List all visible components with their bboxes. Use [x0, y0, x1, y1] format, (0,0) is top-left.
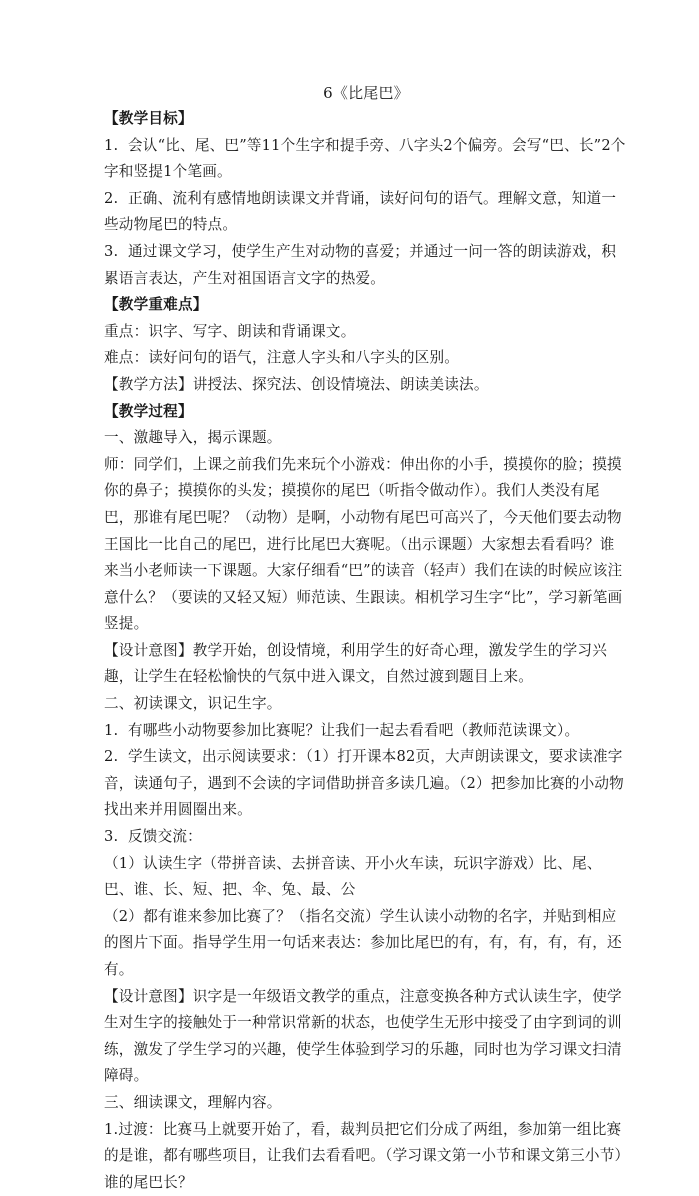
section-heading: 【教学目标】: [104, 110, 193, 127]
paragraph: （2）都有谁来参加比赛了？（指名交流）学生认读小动物的名字，并贴到相应的图片下面。指导学生用一句话来表达：参加比尾巴的有，有，有，有，有，还有。: [104, 907, 622, 978]
paragraph: 【设计意图】教学开始，创设情境，利用学生的好奇心理，激发学生的学习兴趣，让学生在轻松愉快的气氛中进入课文，自然过渡到题目上来。: [104, 641, 607, 686]
paragraph: 1. 会认“比、尾、巴”等11个生字和提手旁、八字头2个偏旁。会写“巴、长”2个字和竖提1个笔画。: [104, 136, 626, 181]
document-title: 6《比尾巴》: [323, 84, 409, 102]
paragraph: （1）认读生字（带拼音读、去拼音读、开小火车读，玩识字游戏）比、尾、巴、谁、长、短、把、伞、兔、最、公: [104, 854, 602, 899]
section-heading: 【教学过程】: [104, 402, 193, 420]
paragraph: 难点：读好问句的语气，注意人字头和八字头的区别。: [104, 349, 460, 367]
paragraph: 师：同学们，上课之前我们先来玩个小游戏：伸出你的小手，摸摸你的脸；摸摸你的鼻子；摸摸你的头发；摸摸你的尾巴（听指令做动作）。我们人类没有尾巴，那谁有尾巴呢？（动物）是啊，小动物有尾巴可高兴了，今天他们要去动物王国比一比自己的尾巴，进行比尾巴大赛呢。（出示课题）大家想去看看吗？谁来当小老师读一下课题。大家仔细看“巴”的读音（轻声）我们在读的时候应该注意什么？（要读的又轻又短）师范读、生跟读。相机学习生字“比”，学习新笔画竖提。: [104, 455, 623, 633]
paragraph: 1.过渡：比赛马上就要开始了，看，裁判员把它们分成了两组，参加第一组比赛的是谁，都有哪些项目，让我们去看看吧。（学习课文第一小节和课文第三小节）谁的尾巴长？: [104, 1120, 622, 1191]
paragraph: 【设计意图】识字是一年级语文教学的重点，注意变换各种方式认读生字，使学生对生字的接触处于一种常识常新的状态，也使学生无形中接受了由字到词的训练，激发了学生学习的兴趣，使学生体验到学习的乐趣，同时也为学习课文扫清障碍。: [104, 987, 622, 1085]
paragraph: 3. 通过课文学习，使学生产生对动物的喜爱；并通过一问一答的朗读游戏，积累语言表达，产生对祖国语言文字的热爱。: [104, 242, 617, 287]
paragraph: 2. 学生读文，出示阅读要求：（1）打开课本82页，大声朗读课文，要求读准字音，读通句子，遇到不会读的字词借助拼音多读几遍。（2）把参加比赛的小动物找出来并用圆圈出来。: [104, 748, 624, 819]
paragraph: 一、激趣导入，揭示课题。: [104, 429, 282, 447]
paragraph: 三、细读课文，理解内容。: [104, 1093, 282, 1111]
paragraph: 二、初读课文，识记生字。: [104, 695, 282, 713]
paragraph: 1. 有哪些小动物要参加比赛呢？让我们一起去看看吧（教师范读课文）。: [104, 721, 580, 739]
paragraph: 3. 反馈交流：: [104, 828, 202, 846]
paragraph: 重点：识字、写字、朗读和背诵课文。: [104, 322, 356, 340]
paragraph-list: [104, 106, 628, 1196]
paragraph: 【教学方法】讲授法、探究法、创设情境法、朗读美读法。: [104, 375, 489, 393]
document-body: [104, 80, 628, 1196]
paragraph: 2. 正确、流利有感情地朗读课文并背诵，读好问句的语气。理解文意，知道一些动物尾巴的特点。: [104, 189, 617, 234]
section-heading: 【教学重难点】: [104, 296, 208, 314]
